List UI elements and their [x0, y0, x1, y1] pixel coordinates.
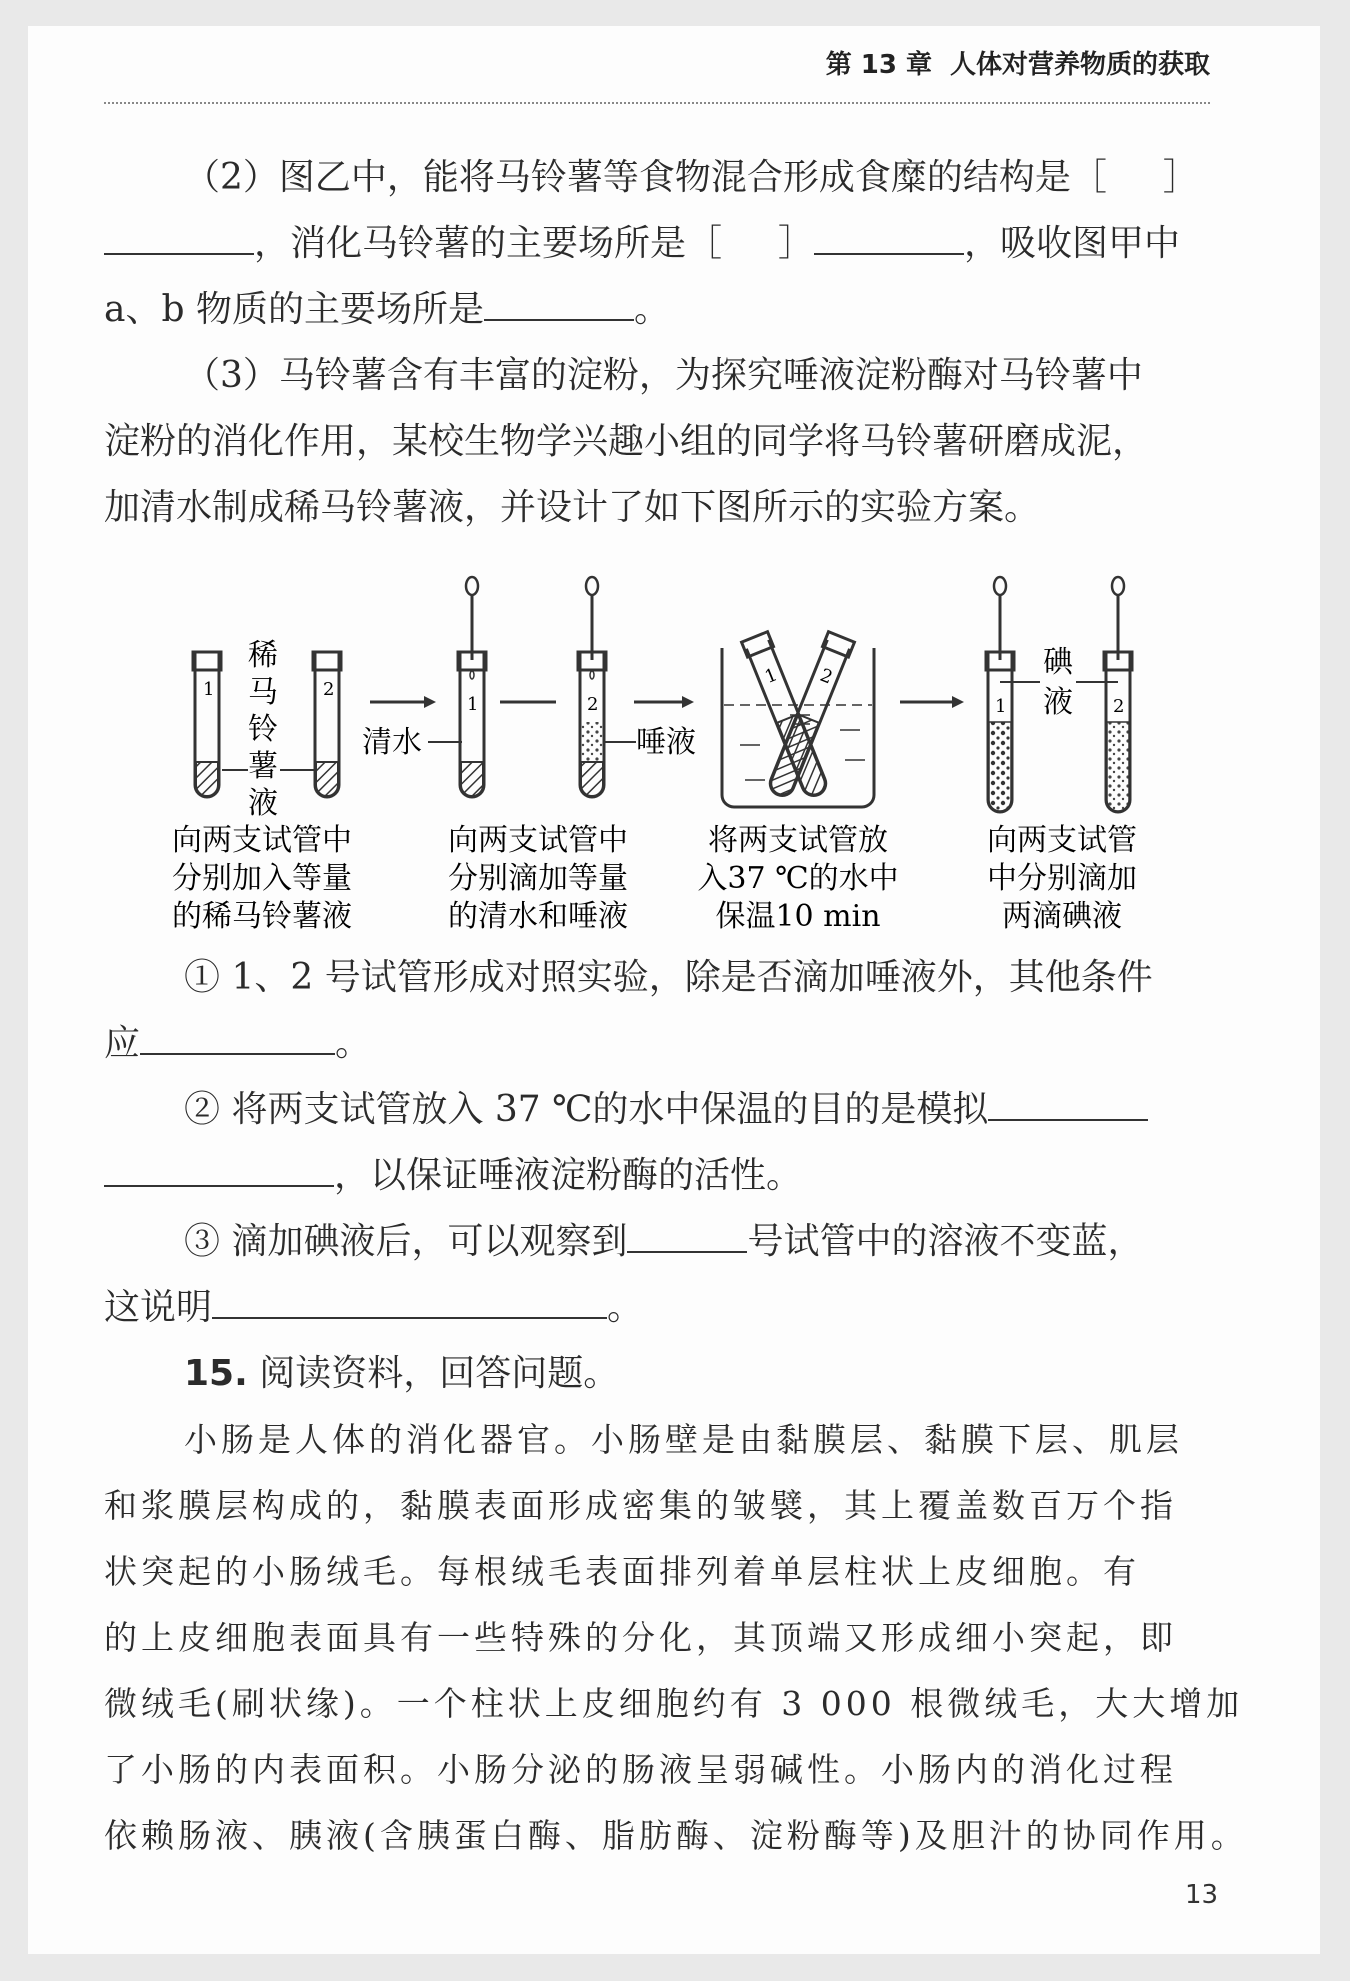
item-1-line-2: 应 。 [104, 1023, 372, 1064]
svg-text:2: 2 [816, 664, 836, 689]
iodine-tube-1 [986, 577, 1014, 812]
chapter-title: 人体对营养物质的获取 [949, 50, 1210, 80]
q3-line-2: 淀粉的消化作用，某校生物学兴趣小组的同学将马铃薯研磨成泥， [104, 421, 1149, 462]
svg-text:碘: 碘 [1043, 645, 1073, 680]
label-saliva: 唾液 [636, 725, 696, 760]
svg-text:将两支试管放: 将两支试管放 [708, 823, 888, 858]
item-1-line-1: ① 1、2 号试管形成对照实验，除是否滴加唾液外，其他条件 [184, 957, 1153, 998]
reading-line: 和浆膜层构成的，黏膜表面形成密集的皱襞，其上覆盖数百万个指 [104, 1486, 1177, 1525]
test-tube-1 [193, 652, 221, 797]
item-3-line-2: 这说明 。 [104, 1287, 644, 1328]
svg-text:液: 液 [248, 786, 278, 821]
label-dilute-potato-liquid [222, 638, 314, 821]
caption-step-3 [697, 823, 898, 934]
svg-text:1: 1 [203, 679, 215, 700]
caption-step-4 [987, 823, 1137, 934]
svg-text:向两支试管中: 向两支试管中 [172, 823, 352, 858]
question-number: 15. [184, 1353, 248, 1394]
iodine-tube-2 [1104, 577, 1132, 812]
dropper-tube-1 [458, 577, 486, 797]
arrow-icon [370, 696, 436, 708]
item-2-line-1: ② 将两支试管放入 37 ℃的水中保温的目的是模拟 [104, 1086, 1294, 1134]
svg-text:铃: 铃 [248, 712, 278, 747]
svg-text:的清水和唾液: 的清水和唾液 [448, 899, 628, 934]
arrow-icon [634, 696, 694, 708]
answer-blank[interactable] [988, 1089, 1148, 1121]
answer-blank[interactable] [140, 1023, 335, 1055]
svg-text:1: 1 [995, 696, 1007, 717]
svg-text:分别滴加等量: 分别滴加等量 [448, 861, 628, 896]
page-number: 13 [1185, 1880, 1219, 1910]
svg-text:保温10 min: 保温10 min [715, 899, 881, 934]
svg-text:分别加入等量: 分别加入等量 [172, 861, 352, 896]
water-bath-beaker [722, 632, 874, 807]
label-iodine [1000, 645, 1118, 720]
svg-text:的稀马铃薯液: 的稀马铃薯液 [172, 899, 352, 934]
svg-text:向两支试管中: 向两支试管中 [448, 823, 628, 858]
reading-line: 小肠是人体的消化器官。小肠壁是由黏膜层、黏膜下层、肌层 [184, 1420, 1183, 1459]
q2-line-3: a、b 物质的主要场所是 。 [104, 289, 670, 330]
caption-step-2 [448, 823, 628, 934]
svg-text:两滴碘液: 两滴碘液 [1002, 899, 1122, 934]
chapter-number: 第 13 章 [825, 50, 932, 80]
reading-line: 的上皮细胞表面具有一些特殊的分化，其顶端又形成细小突起，即 [104, 1618, 1177, 1657]
q15-heading [104, 1350, 1294, 1398]
item-2-line-2: ，以保证唾液淀粉酶的活性。 [104, 1152, 1214, 1200]
reading-line: 依赖肠液、胰液(含胰蛋白酶、脂肪酶、淀粉酶等)及胆汁的协同作用。 [104, 1816, 1248, 1855]
caption-step-1 [172, 823, 352, 934]
svg-text:1: 1 [761, 664, 781, 688]
svg-text:稀: 稀 [248, 638, 278, 673]
answer-blank[interactable] [104, 1155, 334, 1187]
svg-text:向两支试管: 向两支试管 [987, 823, 1137, 858]
answer-blank[interactable] [212, 1287, 607, 1319]
reading-line: 微绒毛(刷状缘)。一个柱状上皮细胞约有 3 000 根微绒毛，大大增加 [104, 1684, 1244, 1723]
item-3-line-1: ③ 滴加碘液后，可以观察到 号试管中的溶液不变蓝， [184, 1221, 1144, 1262]
svg-text:2: 2 [323, 679, 335, 700]
question-title: 阅读资料，回答问题。 [259, 1353, 620, 1394]
svg-text:薯: 薯 [248, 749, 278, 784]
test-tube-2 [313, 652, 341, 797]
svg-text:2: 2 [1113, 696, 1125, 717]
arrow-icon [900, 696, 964, 708]
q2-line-2: ，消化马铃薯的主要场所是［ ］ ，吸收图甲中 [104, 220, 1214, 268]
svg-text:1: 1 [467, 694, 479, 715]
svg-text:2: 2 [587, 694, 599, 715]
answer-blank[interactable] [627, 1221, 747, 1253]
dropper-tube-2 [578, 577, 606, 797]
label-water: 清水 [362, 725, 422, 760]
q3-line-1: （3）马铃薯含有丰富的淀粉，为探究唾液淀粉酶对马铃薯中 [184, 355, 1143, 396]
reading-line: 状突起的小肠绒毛。每根绒毛表面排列着单层柱状上皮细胞。有 [104, 1552, 1140, 1591]
svg-text:液: 液 [1043, 685, 1073, 720]
svg-text:中分别滴加: 中分别滴加 [987, 861, 1137, 896]
svg-text:马: 马 [248, 675, 278, 710]
svg-text:入37 ℃的水中: 入37 ℃的水中 [697, 861, 899, 896]
reading-line: 了小肠的内表面积。小肠分泌的肠液呈弱碱性。小肠内的消化过程 [104, 1750, 1177, 1789]
q2-line-1: （2）图乙中，能将马铃薯等食物混合形成食糜的结构是［ ］ [184, 157, 1199, 198]
experiment-figure [0, 0, 1350, 960]
q3-line-3: 加清水制成稀马铃薯液，并设计了如下图所示的实验方案。 [104, 487, 1041, 528]
